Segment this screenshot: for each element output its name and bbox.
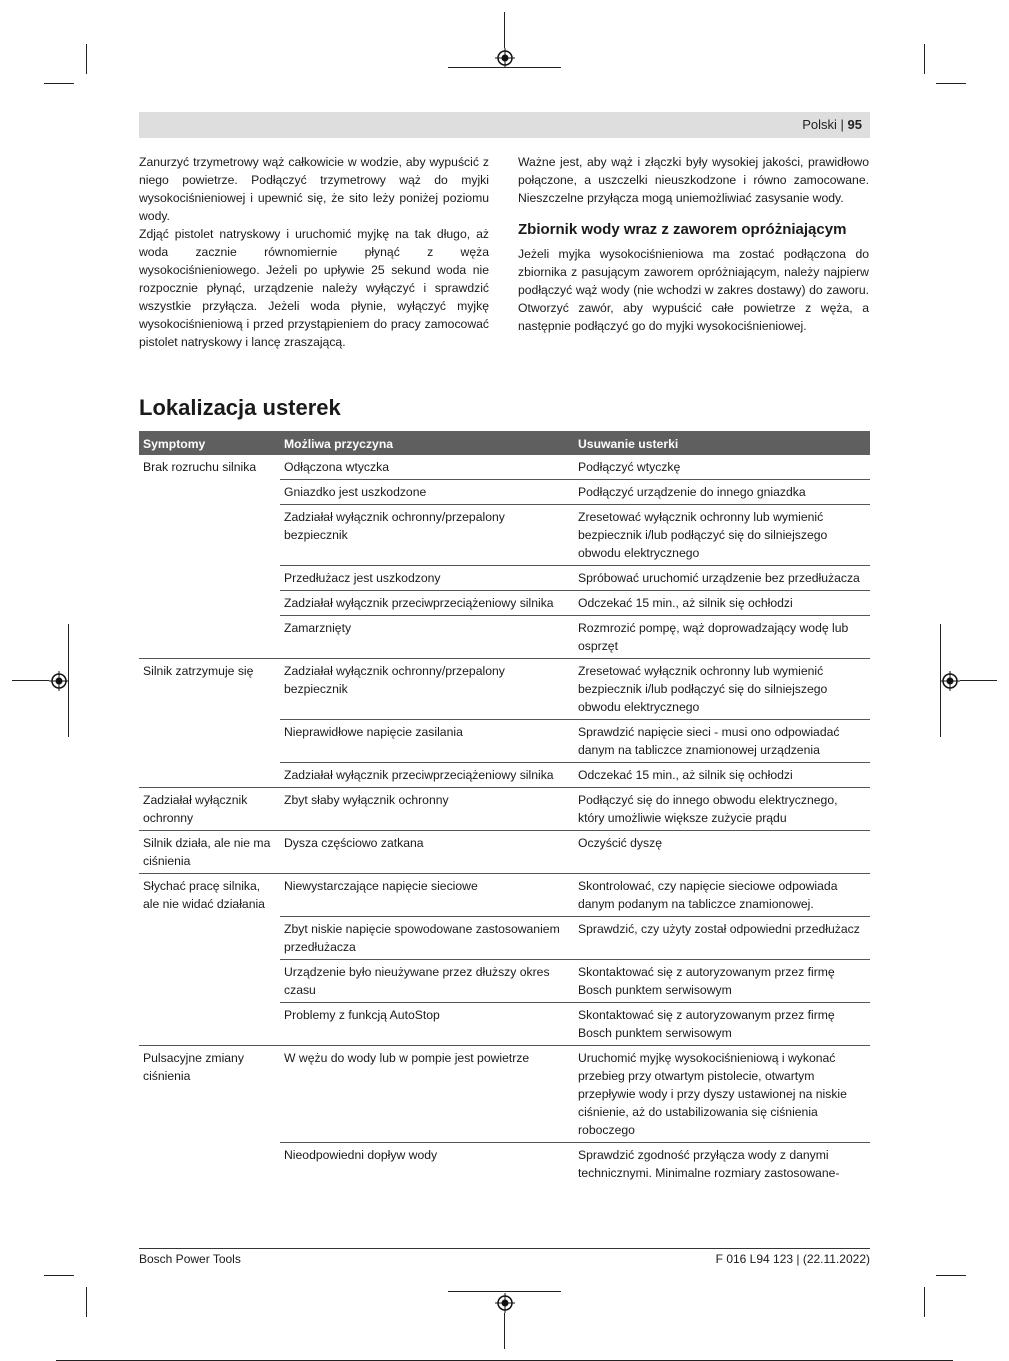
paragraph: Zanurzyć trzymetrowy wąż całkowicie w wodzie, aby wypuścić z niego powietrze. Podłączyć trzymetrowy wąż do myjki wysokociśnieniowej i upewnić się, że sito leży poniżej poziomu wody.	[139, 155, 489, 223]
symptom-cell: Zadziałał wyłącznik ochronny	[139, 788, 280, 831]
cause-cell: Przedłużacz jest uszkodzony	[280, 566, 574, 591]
footer-right: F 016 L94 123 | (22.11.2022)	[715, 1252, 870, 1266]
symptom-cell: Silnik zatrzymuje się	[139, 659, 280, 788]
cause-cell: Zadziałał wyłącznik przeciwprzeciążeniowy silnika	[280, 763, 574, 788]
paragraph: Zdjąć pistolet natryskowy i uruchomić myjkę na tak długo, aż woda zacznie równomiernie płynąć z węża wysokociśnieniowego. Jeżeli po upływie 25 sekund woda nie rozpocznie płynąć, urządzenie należy wyłączyć i sprawdzić wszystkie przyłącza. Jeżeli woda płynie, wyłączyć myjkę wysokociśnieniową i przed przystąpieniem do pracy zamocować pistolet natryskowy i lancę zraszającą.	[139, 227, 489, 349]
column-header: Usuwanie usterki	[574, 431, 870, 455]
remedy-cell: Uruchomić myjkę wysokociśnieniową i wykonać przebieg przy otwartym pistolecie, otwartym przepływie wody i przy dyszy ustawionej na niskie ciśnienie, aż do ustabilizowania się ciśnienia roboczego	[574, 1046, 870, 1143]
right-column	[518, 153, 869, 335]
remedy-cell: Zresetować wyłącznik ochronny lub wymienić bezpiecznik i/lub podłączyć się do silniejszego obwodu elektrycznego	[574, 505, 870, 566]
page-number: 95	[847, 117, 862, 132]
cause-cell: Nieprawidłowe napięcie zasilania	[280, 720, 574, 763]
section-title: Lokalizacja usterek	[139, 395, 341, 420]
header-text	[802, 117, 862, 132]
cause-cell: Urządzenie było nieużywane przez dłuższy okres czasu	[280, 960, 574, 1003]
remedy-cell: Zresetować wyłącznik ochronny lub wymienić bezpiecznik i/lub podłączyć się do silniejszego obwodu elektrycznego	[574, 659, 870, 720]
header-language: Polski	[802, 117, 837, 132]
table-row	[139, 659, 870, 720]
registration-mark-icon	[940, 671, 960, 691]
remedy-cell: Skontaktować się z autoryzowanym przez firmę Bosch punktem serwisowym	[574, 960, 870, 1003]
cause-cell: Zadziałał wyłącznik przeciwprzeciążeniowy silnika	[280, 591, 574, 616]
cause-cell: Gniazdko jest uszkodzone	[280, 480, 574, 505]
table-row	[139, 788, 870, 831]
remedy-cell: Sprawdzić napięcie sieci - musi ono odpowiadać danym na tabliczce znamionowej urządzenia	[574, 720, 870, 763]
cause-cell: Problemy z funkcją AutoStop	[280, 1003, 574, 1046]
column-header: Symptomy	[139, 431, 280, 455]
crop-mark	[12, 680, 49, 681]
remedy-cell: Podłączyć się do innego obwodu elektrycznego, który umożliwie większe zużycie prądu	[574, 788, 870, 831]
cause-cell: Nieodpowiedni dopływ wody	[280, 1143, 574, 1186]
table-row	[139, 455, 870, 480]
cause-cell: Zamarznięty	[280, 616, 574, 659]
cause-cell: Zbyt słaby wyłącznik ochronny	[280, 788, 574, 831]
crop-mark	[44, 1275, 74, 1276]
crop-mark	[940, 624, 941, 737]
crop-mark	[936, 1275, 966, 1276]
remedy-cell: Spróbować uruchomić urządzenie bez przedłużacza	[574, 566, 870, 591]
page-footer	[139, 1248, 870, 1266]
table-body	[139, 455, 870, 1185]
crop-mark	[44, 83, 74, 84]
remedy-cell: Podłączyć urządzenie do innego gniazdka	[574, 480, 870, 505]
remedy-cell: Skontrolować, czy napięcie sieciowe odpowiada danym podanym na tabliczce znamionowej.	[574, 874, 870, 917]
crop-mark	[86, 44, 87, 74]
subheading: Zbiornik wody wraz z zaworem opróżniającym	[518, 221, 847, 238]
crop-mark	[960, 680, 997, 681]
crop-mark	[924, 1287, 925, 1317]
table-row	[139, 831, 870, 874]
remedy-cell: Rozmrozić pompę, wąż doprowadzający wodę lub osprzęt	[574, 616, 870, 659]
crop-mark	[448, 1291, 561, 1292]
cause-cell: Zadziałał wyłącznik ochronny/przepalony bezpiecznik	[280, 659, 574, 720]
remedy-cell: Oczyścić dyszę	[574, 831, 870, 874]
symptom-cell: Słychać pracę silnika, ale nie widać działania	[139, 874, 280, 1046]
registration-mark-icon	[495, 48, 515, 68]
registration-mark-icon	[49, 671, 69, 691]
crop-mark	[924, 44, 925, 74]
cause-cell: W wężu do wody lub w pompie jest powietrze	[280, 1046, 574, 1143]
symptom-cell: Brak rozruchu silnika	[143, 460, 257, 474]
crop-mark	[504, 12, 505, 48]
left-column	[139, 153, 489, 351]
table-row	[139, 1046, 870, 1143]
cause-cell: Dysza częściowo zatkana	[280, 831, 574, 874]
troubleshooting-table	[139, 431, 870, 1185]
remedy-cell: Odczekać 15 min., aż silnik się ochłodzi	[574, 591, 870, 616]
paragraph: Jeżeli myjka wysokociśnieniowa ma zostać podłączona do zbiornika z pasującym zaworem opróżniającym, należy najpierw podłączyć wąż wody (nie wchodzi w zakres dostawy) do zaworu. Otworzyć zawór, aby wypuścić całe powietrze z węża, a następnie podłączyć go do myjki wysokociśnieniowej.	[518, 247, 869, 333]
page-header	[139, 112, 870, 138]
crop-mark	[68, 624, 69, 737]
remedy-cell: Skontaktować się z autoryzowanym przez firmę Bosch punktem serwisowym	[574, 1003, 870, 1046]
paragraph: Ważne jest, aby wąż i złączki były wysokiej jakości, prawidłowo połączone, a uszczelki nieuszkodzone i równo zamocowane. Nieszczelne przyłącza mogą uniemożliwiać zasysanie wody.	[518, 155, 869, 205]
cause-cell: Odłączona wtyczka	[284, 460, 389, 474]
table-row	[139, 874, 870, 917]
cause-cell: Zbyt niskie napięcie spowodowane zastosowaniem przedłużacza	[280, 917, 574, 960]
remedy-cell: Sprawdzić zgodność przyłącza wody z danymi technicznymi. Minimalne rozmiary zastosowane-	[574, 1143, 870, 1186]
cause-cell: Niewystarczające napięcie sieciowe	[280, 874, 574, 917]
table-header-row	[139, 431, 870, 455]
crop-mark	[504, 1313, 505, 1349]
remedy-cell: Podłączyć wtyczkę	[578, 460, 681, 474]
remedy-cell: Sprawdzić, czy użyty został odpowiedni przedłużacz	[574, 917, 870, 960]
crop-mark	[936, 83, 966, 84]
crop-mark	[448, 67, 561, 68]
column-header: Możliwa przyczyna	[280, 431, 574, 455]
cause-cell: Zadziałał wyłącznik ochronny/przepalony bezpiecznik	[280, 505, 574, 566]
remedy-cell: Odczekać 15 min., aż silnik się ochłodzi	[574, 763, 870, 788]
symptom-cell: Silnik działa, ale nie ma ciśnienia	[139, 831, 280, 874]
crop-mark	[86, 1287, 87, 1317]
symptom-cell: Pulsacyjne zmiany ciśnienia	[139, 1046, 280, 1186]
registration-mark-icon	[495, 1293, 515, 1313]
header-separator: |	[840, 117, 844, 132]
footer-left: Bosch Power Tools	[139, 1252, 241, 1266]
